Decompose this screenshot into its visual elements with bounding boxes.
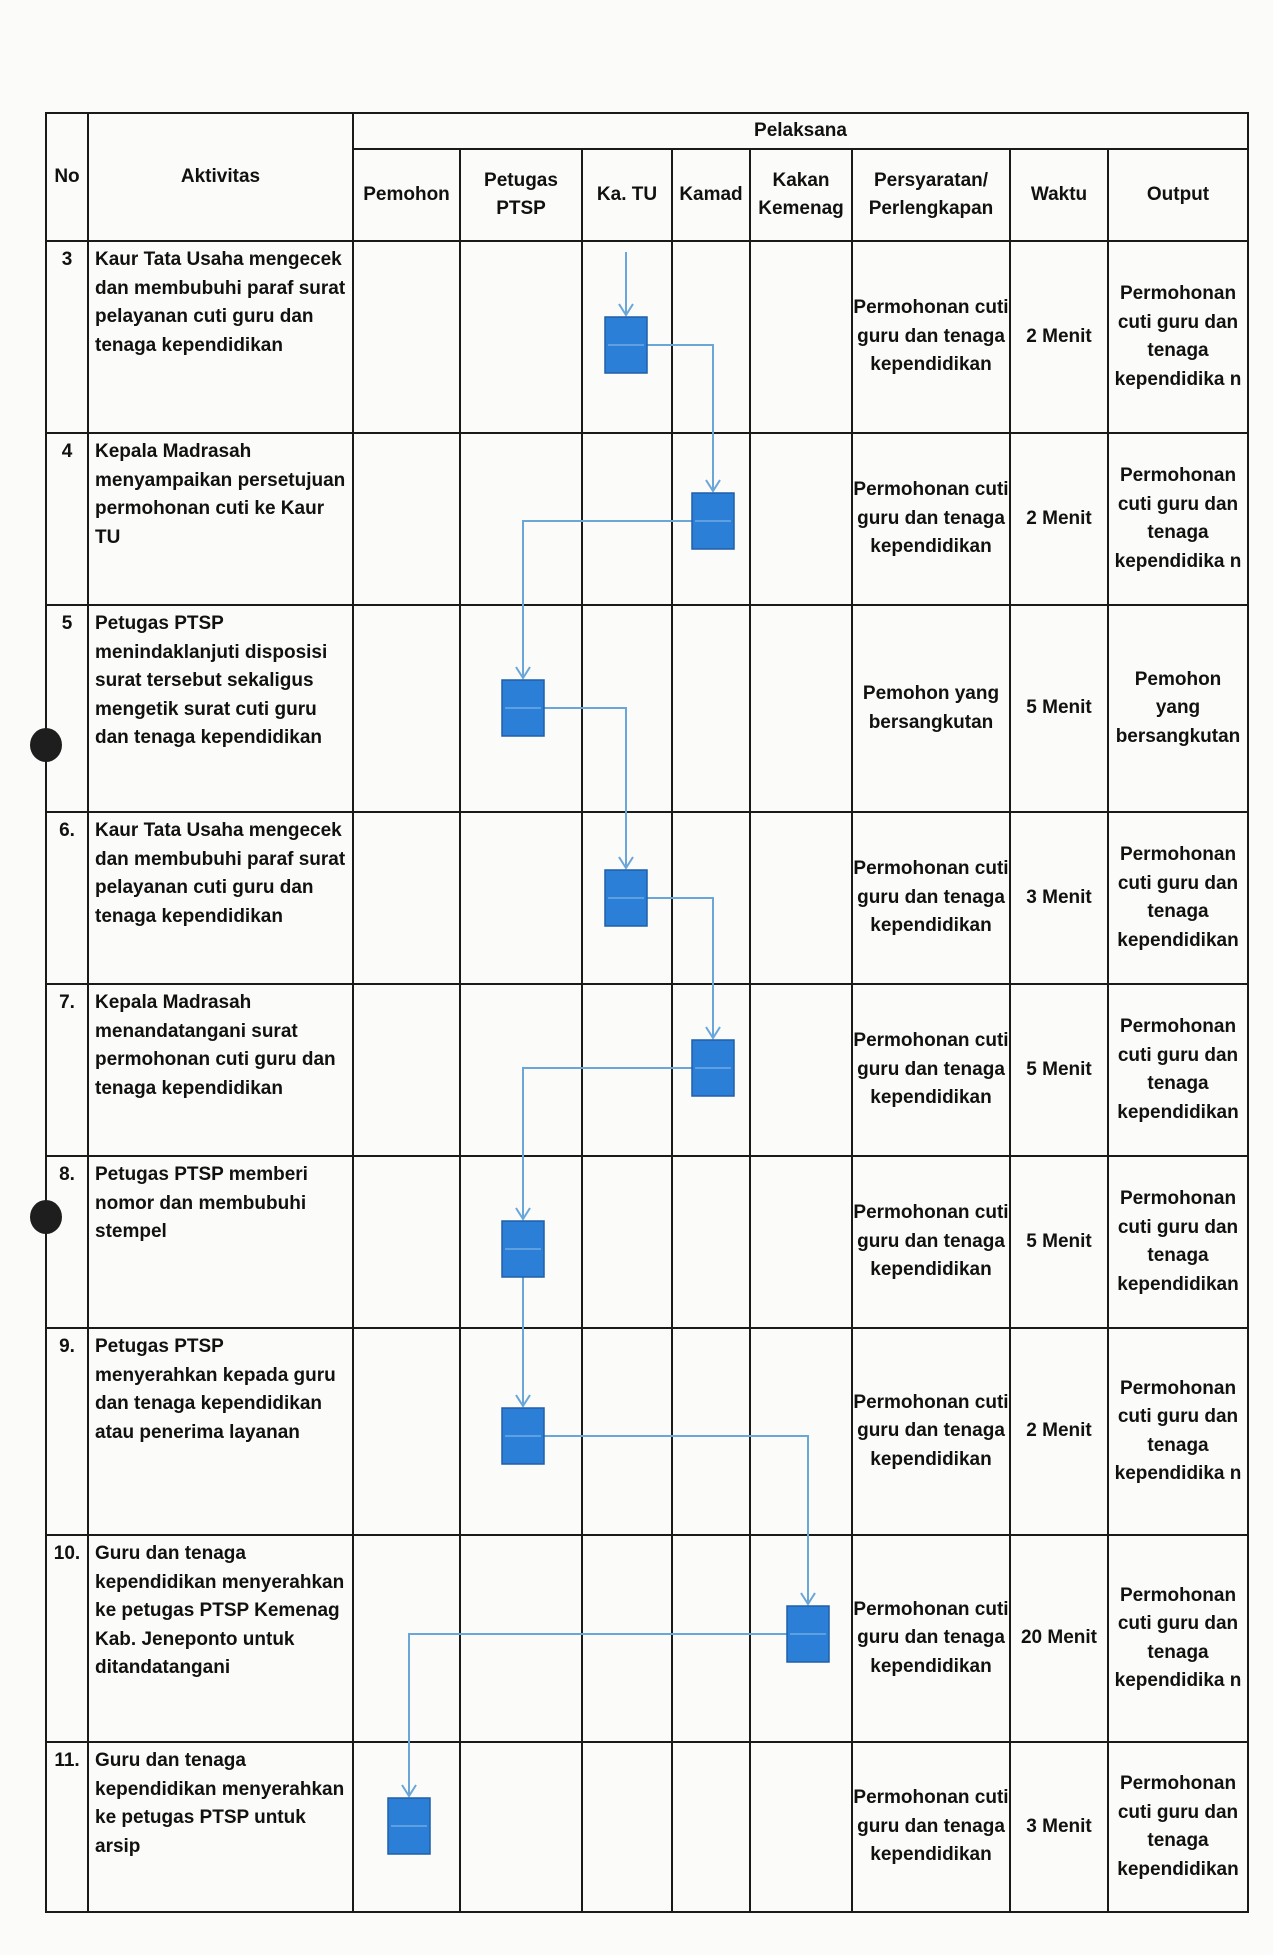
- requirement-cell: Pemohon yang bersangkutan: [852, 605, 1010, 812]
- lane-cell-kakan-kemenag: [750, 1156, 852, 1328]
- time-cell: 5 Menit: [1010, 984, 1108, 1156]
- header-petugas-ptsp: Petugas PTSP: [460, 149, 582, 241]
- table-row: [46, 812, 1248, 984]
- table-row: [46, 605, 1248, 812]
- lane-cell-kamad: [672, 241, 750, 433]
- output-cell: Permohonan cuti guru dan tenaga kependidika n: [1108, 433, 1248, 605]
- row-number: 3: [46, 241, 88, 433]
- time-cell: 2 Menit: [1010, 1328, 1108, 1535]
- output-cell: Permohonan cuti guru dan tenaga kependidikan: [1108, 812, 1248, 984]
- lane-cell-kamad: [672, 605, 750, 812]
- lane-cell-pemohon: [353, 1156, 460, 1328]
- lane-cell-ka-tu: [582, 605, 672, 812]
- time-cell: 2 Menit: [1010, 241, 1108, 433]
- requirement-cell: Permohonan cuti guru dan tenaga kependidikan: [852, 984, 1010, 1156]
- table-row: [46, 241, 1248, 433]
- header-kakan-kemenag: Kakan Kemenag: [750, 149, 852, 241]
- header-waktu: Waktu: [1010, 149, 1108, 241]
- output-cell: Permohonan cuti guru dan tenaga kependidikan: [1108, 984, 1248, 1156]
- lane-cell-kakan-kemenag: [750, 605, 852, 812]
- lane-cell-kakan-kemenag: [750, 1742, 852, 1912]
- lane-cell-ka-tu: [582, 1328, 672, 1535]
- lane-cell-ka-tu: [582, 241, 672, 433]
- lane-cell-petugas-ptsp: [460, 1742, 582, 1912]
- lane-cell-ka-tu: [582, 1156, 672, 1328]
- lane-cell-pemohon: [353, 241, 460, 433]
- scan-hole-mark: [30, 1200, 62, 1234]
- row-number: 5: [46, 605, 88, 812]
- requirement-cell: Permohonan cuti guru dan tenaga kependidikan: [852, 812, 1010, 984]
- sop-table: [45, 112, 1249, 1913]
- lane-cell-kamad: [672, 1742, 750, 1912]
- header-persyaratan: Persyaratan/ Perlengkapan: [852, 149, 1010, 241]
- row-number: 6.: [46, 812, 88, 984]
- time-cell: 3 Menit: [1010, 1742, 1108, 1912]
- activity-cell: Kaur Tata Usaha mengecek dan membubuhi paraf surat pelayanan cuti guru dan tenaga kependidikan: [88, 812, 353, 984]
- lane-cell-kakan-kemenag: [750, 812, 852, 984]
- lane-cell-ka-tu: [582, 812, 672, 984]
- table-row: [46, 433, 1248, 605]
- lane-cell-kamad: [672, 984, 750, 1156]
- lane-cell-ka-tu: [582, 433, 672, 605]
- lane-cell-pemohon: [353, 433, 460, 605]
- output-cell: Permohonan cuti guru dan tenaga kependidikan: [1108, 1156, 1248, 1328]
- lane-cell-kakan-kemenag: [750, 1328, 852, 1535]
- lane-cell-ka-tu: [582, 1535, 672, 1742]
- requirement-cell: Permohonan cuti guru dan tenaga kependidikan: [852, 1328, 1010, 1535]
- table-row: [46, 1328, 1248, 1535]
- output-cell: Permohonan cuti guru dan tenaga kependidikan: [1108, 1742, 1248, 1912]
- output-cell: Permohonan cuti guru dan tenaga kependidika n: [1108, 1328, 1248, 1535]
- lane-cell-ka-tu: [582, 1742, 672, 1912]
- lane-cell-petugas-ptsp: [460, 812, 582, 984]
- row-number: 4: [46, 433, 88, 605]
- table-row: [46, 1535, 1248, 1742]
- lane-cell-pemohon: [353, 1742, 460, 1912]
- header-aktivitas: Aktivitas: [88, 113, 353, 241]
- time-cell: 5 Menit: [1010, 1156, 1108, 1328]
- time-cell: 2 Menit: [1010, 433, 1108, 605]
- lane-cell-petugas-ptsp: [460, 1328, 582, 1535]
- activity-cell: Kaur Tata Usaha mengecek dan membubuhi paraf surat pelayanan cuti guru dan tenaga kependidikan: [88, 241, 353, 433]
- lane-cell-pemohon: [353, 1328, 460, 1535]
- requirement-cell: Permohonan cuti guru dan tenaga kependidikan: [852, 1535, 1010, 1742]
- header-output: Output: [1108, 149, 1248, 241]
- header-pelaksana: Pelaksana: [353, 113, 1248, 149]
- header-no: No: [46, 113, 88, 241]
- lane-cell-kamad: [672, 1156, 750, 1328]
- table-row: [46, 984, 1248, 1156]
- time-cell: 5 Menit: [1010, 605, 1108, 812]
- lane-cell-kamad: [672, 433, 750, 605]
- row-number: 9.: [46, 1328, 88, 1535]
- lane-cell-petugas-ptsp: [460, 1156, 582, 1328]
- lane-cell-kamad: [672, 1535, 750, 1742]
- activity-cell: Guru dan tenaga kependidikan menyerahkan ke petugas PTSP untuk arsip: [88, 1742, 353, 1912]
- output-cell: Pemohon yang bersangkutan: [1108, 605, 1248, 812]
- scan-hole-mark: [30, 728, 62, 762]
- activity-cell: Petugas PTSP memberi nomor dan membubuhi stempel: [88, 1156, 353, 1328]
- requirement-cell: Permohonan cuti guru dan tenaga kependidikan: [852, 433, 1010, 605]
- lane-cell-petugas-ptsp: [460, 241, 582, 433]
- output-cell: Permohonan cuti guru dan tenaga kependidika n: [1108, 1535, 1248, 1742]
- lane-cell-pemohon: [353, 605, 460, 812]
- requirement-cell: Permohonan cuti guru dan tenaga kependidikan: [852, 1156, 1010, 1328]
- lane-cell-petugas-ptsp: [460, 605, 582, 812]
- lane-cell-petugas-ptsp: [460, 433, 582, 605]
- activity-cell: Guru dan tenaga kependidikan menyerahkan ke petugas PTSP Kemenag Kab. Jeneponto untuk ditandatangani: [88, 1535, 353, 1742]
- output-cell: Permohonan cuti guru dan tenaga kependidika n: [1108, 241, 1248, 433]
- lane-cell-petugas-ptsp: [460, 984, 582, 1156]
- activity-cell: Kepala Madrasah menyampaikan persetujuan permohonan cuti ke Kaur TU: [88, 433, 353, 605]
- row-number: 10.: [46, 1535, 88, 1742]
- activity-cell: Kepala Madrasah menandatangani surat permohonan cuti guru dan tenaga kependidikan: [88, 984, 353, 1156]
- time-cell: 3 Menit: [1010, 812, 1108, 984]
- activity-cell: Petugas PTSP menyerahkan kepada guru dan tenaga kependidikan atau penerima layanan: [88, 1328, 353, 1535]
- lane-cell-pemohon: [353, 1535, 460, 1742]
- table-row: [46, 1156, 1248, 1328]
- lane-cell-kakan-kemenag: [750, 433, 852, 605]
- lane-cell-kamad: [672, 812, 750, 984]
- lane-cell-ka-tu: [582, 984, 672, 1156]
- lane-cell-pemohon: [353, 812, 460, 984]
- lane-cell-kakan-kemenag: [750, 241, 852, 433]
- lane-cell-pemohon: [353, 984, 460, 1156]
- row-number: 11.: [46, 1742, 88, 1912]
- requirement-cell: Permohonan cuti guru dan tenaga kependidikan: [852, 241, 1010, 433]
- lane-cell-kamad: [672, 1328, 750, 1535]
- row-number: 7.: [46, 984, 88, 1156]
- lane-cell-petugas-ptsp: [460, 1535, 582, 1742]
- time-cell: 20 Menit: [1010, 1535, 1108, 1742]
- table-row: [46, 1742, 1248, 1912]
- table-body: [46, 241, 1248, 1912]
- header-pemohon: Pemohon: [353, 149, 460, 241]
- lane-cell-kakan-kemenag: [750, 984, 852, 1156]
- requirement-cell: Permohonan cuti guru dan tenaga kependidikan: [852, 1742, 1010, 1912]
- row-number: 8.: [46, 1156, 88, 1328]
- header-kamad: Kamad: [672, 149, 750, 241]
- lane-cell-kakan-kemenag: [750, 1535, 852, 1742]
- header-ka-tu: Ka. TU: [582, 149, 672, 241]
- activity-cell: Petugas PTSP menindaklanjuti disposisi surat tersebut sekaligus mengetik surat cuti guru dan tenaga kependidikan: [88, 605, 353, 812]
